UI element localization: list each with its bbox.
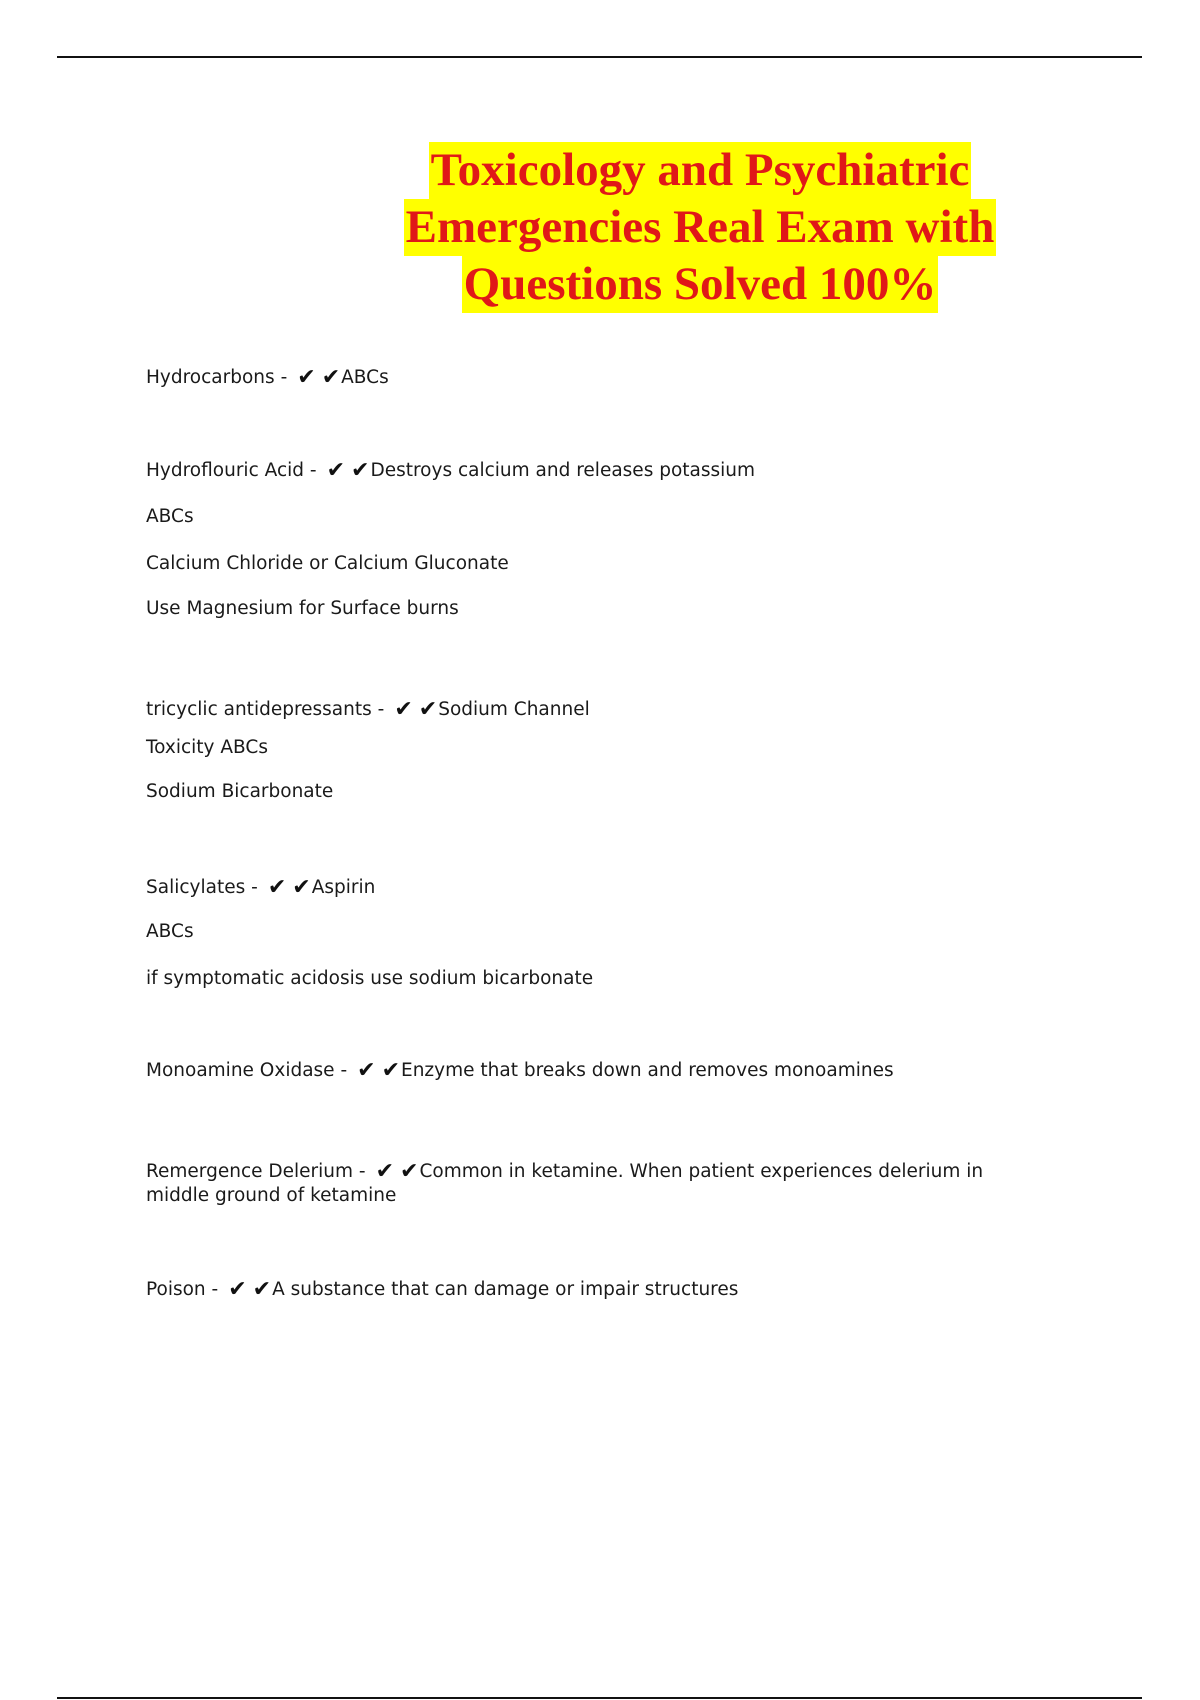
entry-answer-line: Calcium Chloride or Calcium Gluconate — [146, 553, 509, 574]
entry-first-line — [146, 1278, 738, 1302]
separator: - — [309, 460, 317, 481]
entry-first-line — [146, 1059, 894, 1083]
entry-answer-line: Aspirin — [311, 877, 376, 898]
entry-answer-line: middle ground of ketamine — [146, 1185, 397, 1206]
check-mark-icon: ✔ — [228, 1277, 247, 1302]
entry-term: Hydroflouric Acid — [146, 460, 304, 481]
check-mark-icon: ✔ — [326, 458, 346, 483]
entry-answer-line: Sodium Channel — [438, 699, 590, 720]
entry-answer-line: Sodium Bicarbonate — [146, 781, 334, 802]
entry-first-line — [146, 876, 375, 900]
separator: - — [340, 1060, 348, 1081]
check-mark-icon: ✔ — [357, 1058, 376, 1083]
entry-first-line — [146, 366, 389, 390]
check-mark-icon: ✔ — [381, 1058, 401, 1083]
entry-term: Salicylates — [146, 877, 246, 898]
title-line: Emergencies Real Exam with — [404, 199, 997, 256]
check-mark-icon: ✔ — [375, 1159, 395, 1184]
check-mark-icon: ✔ — [351, 458, 370, 483]
entry-answer-line: ABCs — [146, 921, 194, 942]
entry-term: Hydrocarbons — [146, 367, 275, 388]
entry-answer-line: ABCs — [146, 506, 194, 527]
entry-answer-line: A substance that can damage or impair structures — [272, 1279, 739, 1300]
entry-answer-line: if symptomatic acidosis use sodium bicarbonate — [146, 968, 594, 989]
document-title — [300, 142, 1100, 313]
entry-answer-line: Enzyme that breaks down and removes monoamines — [401, 1060, 894, 1081]
entry-answer-line: Common in ketamine. When patient experiences delerium in — [419, 1161, 984, 1182]
bottom-rule — [57, 1697, 1142, 1699]
check-mark-icon: ✔ — [400, 1159, 419, 1184]
check-mark-icon: ✔ — [394, 697, 413, 722]
check-mark-icon: ✔ — [297, 365, 316, 390]
entry-first-line — [146, 698, 590, 722]
entry-term: Monoamine Oxidase — [146, 1060, 335, 1081]
check-mark-icon: ✔ — [252, 1277, 272, 1302]
entry-term: tricyclic antidepressants — [146, 699, 372, 720]
entry-answer-line: Destroys calcium and releases potassium — [370, 460, 756, 481]
entry-first-line — [146, 1160, 983, 1184]
entry-term: Remergence Delerium — [146, 1161, 354, 1182]
entry-answer-line: ABCs — [341, 367, 389, 388]
check-mark-icon: ✔ — [418, 697, 438, 722]
separator: - — [211, 1279, 219, 1300]
separator: - — [358, 1161, 366, 1182]
separator: - — [280, 367, 288, 388]
entry-answer-line: Use Magnesium for Surface burns — [146, 598, 459, 619]
entry-term: Poison — [146, 1279, 206, 1300]
check-mark-icon: ✔ — [292, 875, 311, 900]
title-line: Toxicology and Psychiatric — [429, 142, 972, 199]
separator: - — [377, 699, 385, 720]
separator: - — [251, 877, 258, 898]
entry-answer-line: Toxicity ABCs — [146, 737, 268, 758]
check-mark-icon: ✔ — [267, 875, 287, 900]
entry-first-line — [146, 459, 755, 483]
title-line: Questions Solved 100% — [462, 256, 939, 313]
check-mark-icon: ✔ — [321, 365, 341, 390]
top-rule — [57, 56, 1142, 58]
